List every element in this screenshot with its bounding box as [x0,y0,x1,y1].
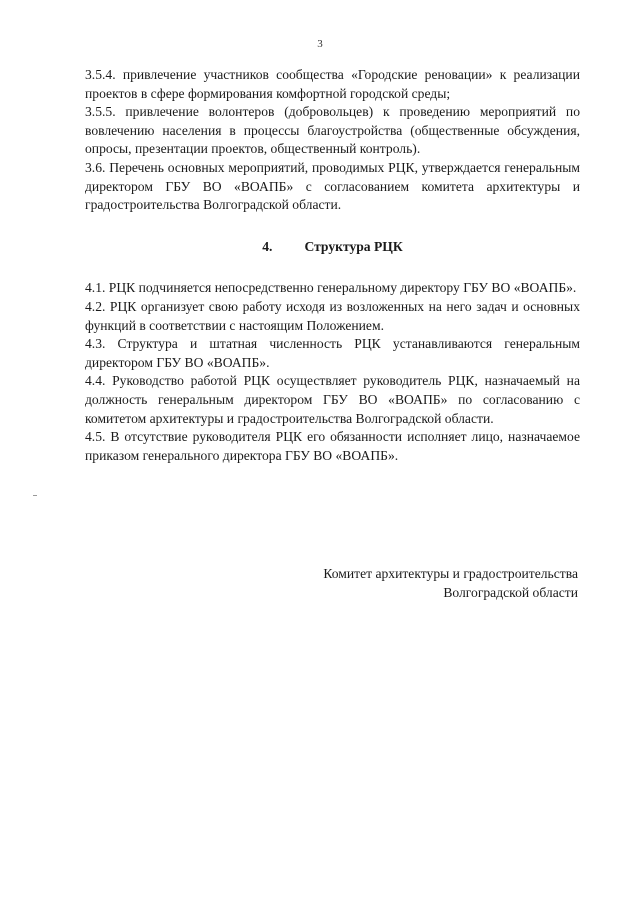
margin-mark [33,495,37,496]
paragraph-4-2: 4.2. РЦК организует свою работу исходя из возложенных на него задач и основных функций в соответствии с настоящим Положением. [85,298,580,333]
signature-block [250,565,578,602]
paragraph-4-5: 4.5. В отсутствие руководителя РЦК его обязанности исполняет лицо, назначаемое приказом генерального директора ГБУ ВО «ВОАПБ». [85,429,580,463]
paragraph-3-6: 3.6. Перечень основных мероприятий, проводимых РЦК, утверждается генеральным директором ГБУ ВО «ВОАПБ» с согласованием комитета архитектуры и градостроительства Волгоградской области. [85,159,580,213]
signature-line-2: Волгоградской области [443,584,578,600]
document-body [85,66,580,465]
page-number: 3 [317,38,323,50]
signature-line-1: Комитет архитектуры и градостроительства [323,566,578,581]
section-title: Структура РЦК [304,238,403,254]
paragraph-4-4: 4.4. Руководство работой РЦК осуществляет руководитель РЦК, назначаемый на должность генеральным директором ГБУ ВО «ВОАПБ» по согласованию с комитетом архитектуры и градостроительства Волгоградской области. [85,373,580,426]
section-heading [85,238,580,257]
section-number: 4. [262,238,273,254]
paragraph-4-3: 4.3. Структура и штатная численность РЦК устанавливаются генеральным директором ГБУ ВО «ВОАПБ». [85,336,580,370]
paragraph-3-5-4: 3.5.4. привлечение участников сообщества «Городские реновации» к реализации проектов в сфере формирования комфортной городской среды; [85,67,580,101]
paragraph-4-1: 4.1. РЦК подчиняется непосредственно генеральному директору ГБУ ВО «ВОАПБ». [85,280,577,296]
paragraph-3-5-5: 3.5.5. привлечение волонтеров (добровольцев) к проведению мероприятий по вовлечению населения в процессы благоустройства (общественные обсуждения, опросы, презентации проектов, общественный контроль). [85,104,580,157]
